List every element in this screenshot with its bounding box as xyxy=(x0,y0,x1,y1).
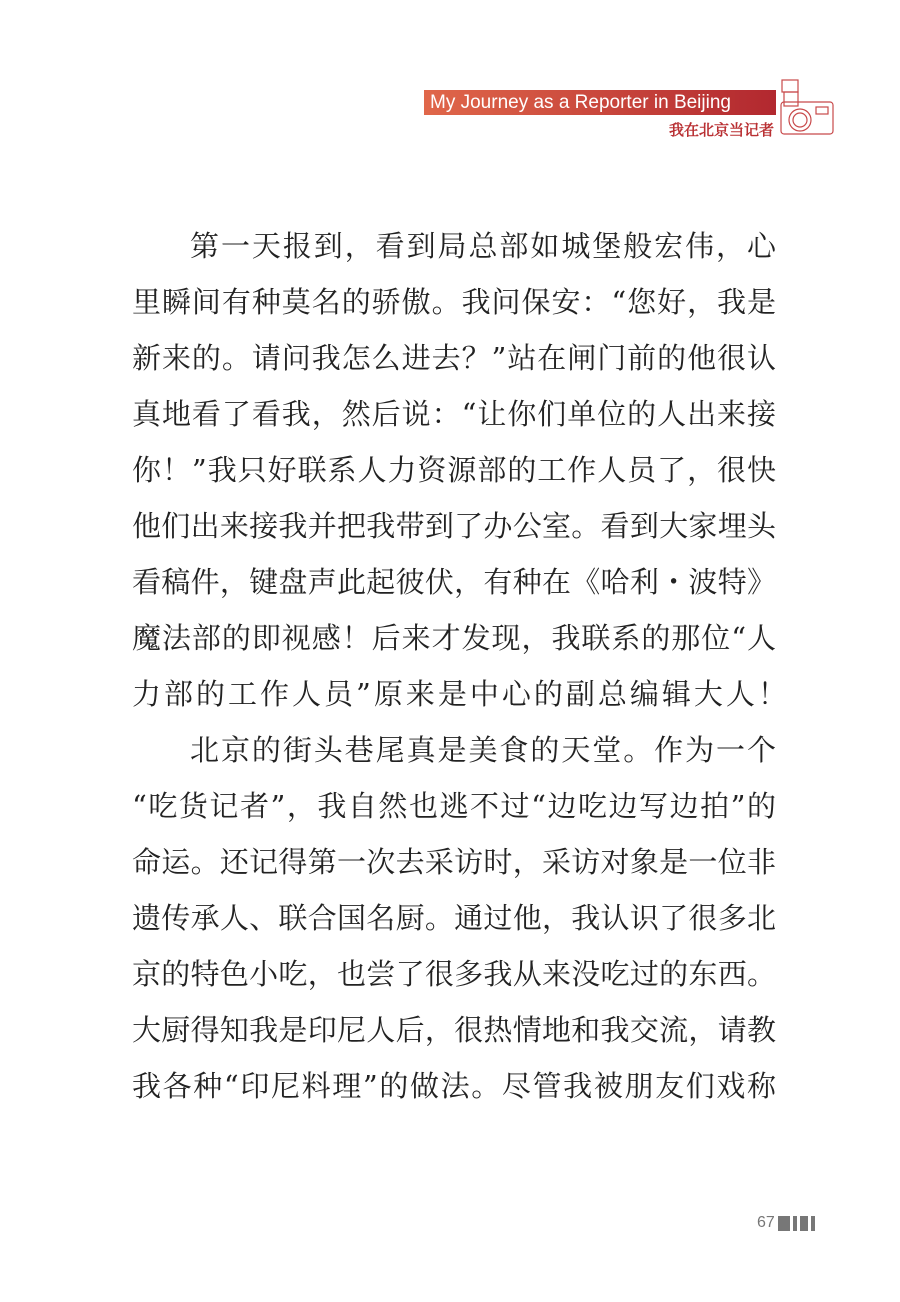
page-number: 67 xyxy=(757,1214,775,1231)
camera-icon xyxy=(778,76,836,138)
text-line: 新来的。请问我怎么进去？”站在闸门前的他很认 xyxy=(132,341,776,375)
text-line: 魔法部的即视感！后来才发现，我联系的那位“人 xyxy=(132,621,776,655)
text-line: 北京的街头巷尾真是美食的天堂。作为一个 xyxy=(190,733,776,767)
paragraph-2 xyxy=(132,722,776,1114)
header-title-zh: 我在北京当记者 xyxy=(668,122,774,139)
marker-bar xyxy=(800,1216,808,1231)
text-line: 里瞬间有种莫名的骄傲。我问保安：“您好，我是 xyxy=(132,285,776,319)
text-line: 京的特色小吃，也尝了很多我从来没吃过的东西。 xyxy=(132,957,776,991)
text-line: 你！”我只好联系人力资源部的工作人员了，很快 xyxy=(132,453,776,487)
text-line: 我各种“印尼料理”的做法。尽管我被朋友们戏称 xyxy=(132,1069,776,1103)
text-line: 第一天报到，看到局总部如城堡般宏伟，心 xyxy=(190,229,776,263)
article-body xyxy=(132,218,790,1114)
marker-bar xyxy=(793,1216,797,1231)
text-line: “吃货记者”，我自然也逃不过“边吃边写边拍”的 xyxy=(132,789,776,823)
page-marker-bars xyxy=(778,1216,815,1231)
text-line: 看稿件，键盘声此起彼伏，有种在《哈利・波特》 xyxy=(132,565,776,599)
text-line: 他们出来接我并把我带到了办公室。看到大家埋头 xyxy=(132,509,776,543)
text-line: 命运。还记得第一次去采访时，采访对象是一位非 xyxy=(132,845,776,879)
marker-bar xyxy=(811,1216,815,1231)
paragraph-1 xyxy=(132,218,790,722)
marker-bar xyxy=(778,1216,790,1231)
text-line: 大厨得知我是印尼人后，很热情地和我交流，请教 xyxy=(132,1013,776,1047)
text-line: 遗传承人、联合国名厨。通过他，我认识了很多北 xyxy=(132,901,776,935)
header-title-en: My Journey as a Reporter in Beijing xyxy=(424,90,776,115)
text-line: 力部的工作人员”原来是中心的副总编辑大人！ xyxy=(132,677,790,711)
text-line: 真地看了看我，然后说：“让你们单位的人出来接 xyxy=(132,397,776,431)
